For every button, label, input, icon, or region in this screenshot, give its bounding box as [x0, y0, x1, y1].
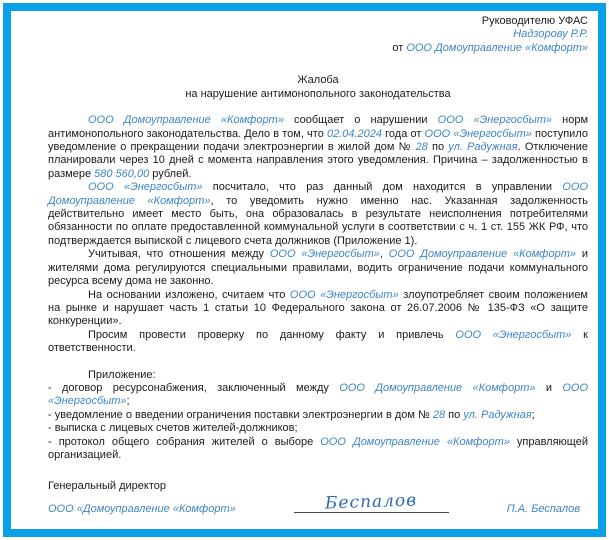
autograph-area — [236, 490, 507, 514]
paragraph — [48, 248, 588, 288]
accent-text-run: ООО «Энергосбыт» — [437, 114, 552, 127]
attachment-item — [48, 382, 588, 409]
text-run: посчитало, что раз данный дом находится в управлении — [202, 181, 563, 194]
signer-name: П.А. Беспалов — [506, 502, 580, 515]
text-run: года от — [382, 127, 425, 140]
accent-text-run: ООО Домоуправление «Комфорт» — [48, 181, 588, 207]
handwritten-signature: Беспалов — [324, 490, 418, 514]
signature-block — [48, 480, 588, 516]
accent-text-run: ООО «Энергосбыт» — [269, 248, 380, 261]
text-run: поступило уведомление о прекращении подачи электроэнергии в жилой дом № — [48, 127, 588, 154]
text-run: - выписка с лицевых счетов жителей-должников; — [48, 422, 298, 435]
text-run: , то уведомить нужно именно нас. Указанная задолженность действительно имеет место быть, она образовалась в результате неисполнения потребителями обязанности по оплате предоставленной коммунальной услуги в соответствии с ч. 1 ст. 155 ЖК РФ, что подтверждается выпиской с лицевого счета должников (Приложение 1). — [48, 194, 589, 247]
document-title — [48, 73, 588, 101]
text-run: Просим провести проверку по данному факту и привлечь — [88, 328, 456, 341]
attachments-heading: Приложение: — [88, 368, 156, 381]
text-run: - договор ресурсонабжения, заключенный между — [48, 381, 340, 394]
text-run: управляющей организацией. — [48, 435, 588, 461]
text-run: На основании изложено, считаем что — [88, 288, 290, 301]
paragraph — [48, 114, 588, 181]
text-run: рублей. — [149, 167, 192, 180]
text-run: и — [535, 381, 563, 394]
text-run: по — [427, 141, 449, 154]
attachment-item — [48, 436, 588, 463]
text-run: от — [392, 41, 407, 54]
accent-text-run: ООО Домоуправление «Комфорт» — [88, 114, 284, 127]
accent-text-run: ООО «Энергосбыт» — [424, 127, 532, 140]
text-run: ; — [531, 408, 535, 421]
signature-row — [48, 490, 588, 516]
accent-text-run: ООО Домоуправление «Комфорт» — [406, 41, 588, 54]
text-run: - протокол общего собрания жителей о выборе — [48, 435, 321, 448]
recipient-block — [48, 15, 588, 55]
paragraph — [48, 329, 588, 356]
text-run: - уведомление о введении ограничения поставки электроэнергии в дом № — [48, 408, 433, 421]
accent-text-run: ул. Радужная — [463, 408, 532, 421]
text-run: ; — [126, 395, 130, 408]
signer-company: ООО «Домоуправление «Комфорт» — [48, 502, 236, 515]
accent-text-run: ООО Домоуправление «Комфорт» — [339, 381, 536, 394]
document-title-line1: Жалоба — [297, 74, 339, 87]
text-run: Учитывая, что отношения между — [88, 248, 270, 261]
accent-text-run: ООО Домоуправление «Комфорт» — [320, 435, 510, 448]
signer-position: Генеральный директор — [48, 480, 166, 493]
document-title-line2: на нарушение антимонопольного законодательства — [185, 88, 451, 101]
document-frame — [3, 3, 606, 537]
text-run: к ответственности. — [48, 328, 588, 355]
text-run: по — [445, 408, 464, 421]
document-body — [48, 114, 588, 355]
paragraph — [48, 289, 588, 329]
recipient-title: Руководителю УФАС — [481, 15, 588, 27]
accent-text-run: ООО «Энергосбыт» — [48, 381, 589, 408]
paragraph — [48, 181, 588, 248]
attachment-item — [48, 422, 588, 435]
accent-text-run: ООО «Энергосбыт» — [455, 328, 572, 341]
attachments-block — [48, 369, 588, 463]
accent-text-run: ООО Домоуправление «Комфорт» — [388, 248, 577, 261]
recipient-name: Надзорову Р.Р. — [513, 28, 588, 41]
text-run: злоупотребляет своим положением на рынке и нарушает часть 1 статьи 10 Федерального закона от 26.07.2006 № 135-ФЗ «О защите конкуренции». — [48, 288, 588, 328]
signature-line — [294, 512, 449, 513]
attachment-item — [48, 409, 588, 422]
accent-text-run: 28 — [432, 408, 446, 421]
accent-text-run: 02.04.2024 — [326, 127, 383, 140]
text-run: норм антимонопольного законодательства. Дело в том, что — [48, 114, 589, 140]
accent-text-run: 580 560,00 — [94, 167, 150, 180]
text-run: и жителями дома регулируются специальными правилами, водить ограничение подачи коммунального ресурса всему дома не законно. — [48, 248, 588, 288]
text-run: . Отключение планировали через 10 дней с момента направления этого уведомления. Причина – задолженностью в размере — [48, 141, 589, 180]
accent-text-run: ООО «Энергосбыт» — [289, 288, 399, 301]
accent-text-run: 28 — [415, 141, 428, 154]
sender-line — [48, 42, 588, 55]
accent-text-run: ул. Радужная — [448, 141, 518, 154]
text-run: сообщает о нарушении — [283, 114, 438, 127]
accent-text-run: ООО «Энергосбыт» — [88, 181, 203, 194]
text-run: , — [379, 248, 389, 261]
